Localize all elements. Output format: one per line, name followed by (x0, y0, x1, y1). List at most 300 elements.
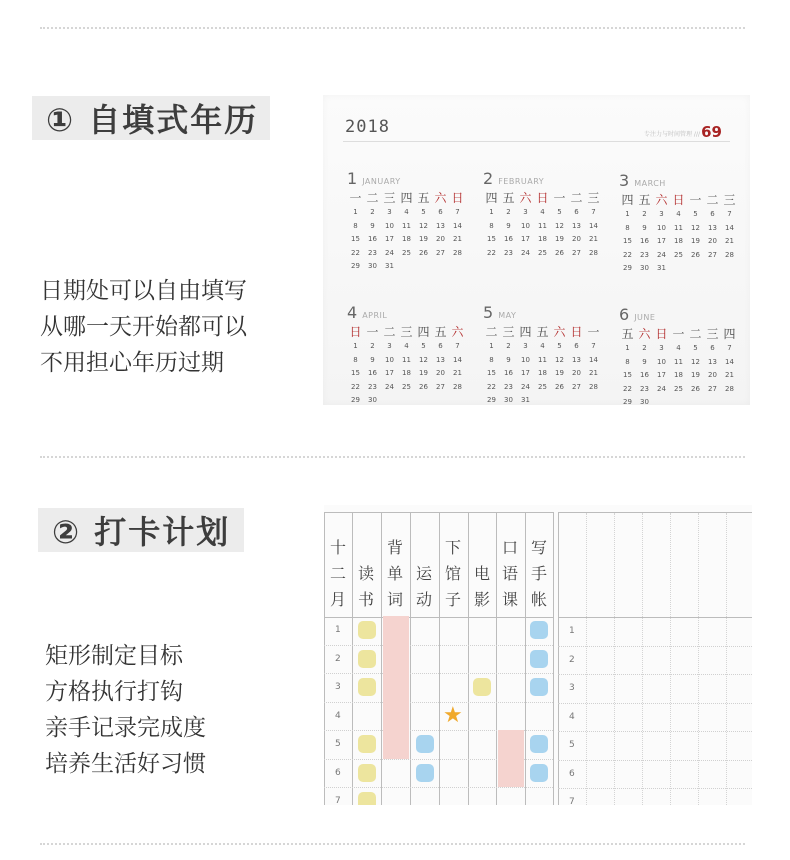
date-cell: 21 (589, 369, 598, 377)
date-cell: 6 (710, 210, 715, 218)
date-cell: 28 (589, 382, 598, 391)
weekday-label: 四 (519, 325, 532, 339)
habit-column-char: 读 (357, 564, 374, 583)
date-cell: 8 (625, 223, 630, 232)
date-cell: 25 (402, 382, 411, 391)
row-number: 2 (335, 653, 341, 664)
weekday-label: 四 (621, 193, 634, 207)
date-cell: 30 (368, 262, 377, 270)
date-cell: 26 (419, 382, 428, 391)
habit-column-char: 帐 (530, 590, 547, 609)
date-cell: 17 (657, 371, 666, 379)
date-cell: 24 (521, 248, 530, 257)
calendar-month (619, 305, 739, 405)
date-cell: 5 (557, 208, 562, 216)
calendar-fineprint: 专注力与时间管理 /// (644, 131, 700, 138)
date-cell: 3 (523, 342, 528, 350)
section2-description (45, 638, 206, 782)
date-cell: 31 (521, 396, 530, 404)
date-cell: 5 (557, 342, 562, 350)
month-header (347, 303, 467, 323)
date-cell: 11 (402, 221, 411, 230)
date-cell: 20 (708, 237, 717, 245)
date-cell: 13 (708, 357, 717, 366)
date-cell: 2 (506, 208, 511, 216)
weekday-row (619, 325, 739, 342)
weekday-label: 一 (672, 327, 685, 341)
date-cell: 14 (453, 355, 462, 364)
blue-check-dot (530, 735, 548, 753)
date-cell: 10 (521, 355, 530, 364)
weekday-label: 六 (553, 325, 566, 339)
date-cell: 6 (574, 208, 579, 216)
date-cell: 7 (727, 210, 732, 218)
date-grid (483, 342, 603, 405)
date-cell: 24 (657, 384, 666, 393)
date-cell: 13 (436, 221, 445, 230)
date-cell: 24 (521, 382, 530, 391)
weekday-label: 三 (706, 327, 719, 341)
date-cell: 29 (623, 264, 632, 272)
calendar-month (347, 303, 467, 405)
date-cell: 9 (642, 223, 647, 232)
right-row-number: 5 (569, 740, 575, 750)
month-name: JUNE (634, 313, 656, 322)
weekday-label: 三 (502, 325, 515, 339)
date-cell: 11 (538, 355, 547, 364)
row-number: 7 (335, 796, 341, 805)
weekday-label: 四 (723, 327, 736, 341)
date-cell: 18 (538, 235, 547, 243)
habit-column-char: 背 (386, 538, 403, 557)
weekday-label: 五 (638, 193, 651, 207)
desc-line: 日期处可以自由填写 (40, 278, 247, 304)
date-cell: 22 (351, 248, 360, 257)
date-cell: 7 (727, 344, 732, 352)
month-label-char: 月 (329, 590, 346, 609)
date-cell: 21 (725, 237, 734, 245)
date-cell: 25 (674, 384, 683, 393)
date-cell: 12 (419, 355, 428, 364)
date-cell: 13 (572, 221, 581, 230)
grid-column-line (352, 512, 353, 805)
date-cell: 6 (574, 342, 579, 350)
habit-column-char: 影 (473, 590, 490, 609)
right-grid-header-line (558, 617, 752, 618)
date-cell: 9 (642, 357, 647, 366)
right-grid-row-line (558, 788, 752, 789)
habit-column-char: 下 (444, 538, 461, 557)
habit-column-char: 手 (530, 564, 547, 583)
date-cell: 26 (419, 248, 428, 257)
blue-check-dot (530, 678, 548, 696)
yellow-check-dot (473, 678, 491, 696)
date-cell: 4 (540, 208, 545, 216)
date-cell: 11 (674, 223, 683, 232)
date-cell: 29 (351, 396, 360, 404)
date-cell: 7 (591, 208, 596, 216)
date-cell: 6 (438, 342, 443, 350)
date-cell: 9 (506, 355, 511, 364)
desc-line: 亲手记录完成度 (45, 715, 206, 741)
date-cell: 14 (725, 357, 734, 366)
yellow-check-dot (358, 650, 376, 668)
habit-column-char: 写 (530, 538, 547, 557)
month-name: FEBRUARY (498, 177, 545, 186)
date-cell: 12 (419, 221, 428, 230)
date-cell: 28 (453, 382, 462, 391)
weekday-row (347, 323, 467, 340)
right-row-number: 1 (569, 626, 575, 636)
weekday-label: 日 (570, 325, 583, 339)
calendar-year: 2018 (345, 117, 390, 137)
right-grid-column-line (642, 513, 643, 805)
section2-title: ② 打卡计划 (38, 508, 244, 552)
habit-column-char: 课 (501, 590, 518, 609)
calendar-month (483, 169, 603, 262)
grid-row-line (324, 673, 553, 674)
date-grid (619, 344, 739, 405)
month-name: MAY (498, 311, 517, 320)
date-grid (483, 208, 603, 262)
date-cell: 10 (657, 357, 666, 366)
date-cell: 23 (640, 384, 649, 393)
weekday-label: 四 (485, 191, 498, 205)
row-number: 3 (335, 682, 341, 692)
date-cell: 14 (453, 221, 462, 230)
desc-line: 方格执行打钩 (45, 679, 183, 705)
date-cell: 4 (676, 344, 681, 352)
grid-column-line (381, 512, 382, 805)
desc-line: 从哪一天开始都可以 (40, 314, 247, 340)
right-grid-column-line (726, 513, 727, 805)
date-cell: 2 (642, 210, 647, 218)
weekday-row (483, 323, 603, 340)
date-cell: 3 (387, 342, 392, 350)
month-name: JANUARY (362, 177, 401, 186)
date-cell: 20 (572, 369, 581, 377)
date-cell: 31 (657, 264, 666, 272)
date-cell: 1 (353, 208, 358, 216)
month-header (483, 169, 603, 189)
checkin-plan-photo (324, 505, 752, 805)
weekday-label: 一 (689, 193, 702, 207)
right-row-number: 2 (569, 654, 575, 665)
date-cell: 19 (419, 235, 428, 243)
date-cell: 15 (487, 369, 496, 377)
weekday-label: 三 (400, 325, 413, 339)
habit-column-char: 词 (386, 590, 403, 609)
date-cell: 30 (368, 396, 377, 404)
date-cell: 28 (725, 250, 734, 259)
weekday-label: 三 (383, 191, 396, 205)
date-cell: 10 (385, 355, 394, 364)
grid-column-line (439, 512, 440, 805)
date-cell: 14 (589, 355, 598, 364)
section1-title: ① 自填式年历 (32, 96, 270, 140)
month-number: 3 (619, 171, 630, 190)
right-grid-column-line (614, 513, 615, 805)
bottom-divider (40, 843, 745, 845)
date-cell: 27 (708, 384, 717, 393)
date-cell: 5 (421, 208, 426, 216)
right-grid-column-line (558, 513, 559, 805)
date-cell: 27 (572, 248, 581, 257)
date-cell: 17 (657, 237, 666, 245)
date-cell: 2 (506, 342, 511, 350)
blue-check-dot (416, 764, 434, 782)
blue-check-dot (530, 621, 548, 639)
date-cell: 18 (674, 237, 683, 245)
date-cell: 5 (693, 210, 698, 218)
weekday-label: 五 (434, 325, 447, 339)
date-cell: 1 (625, 210, 630, 218)
weekday-label: 二 (570, 191, 583, 205)
date-cell: 26 (691, 384, 700, 393)
date-cell: 2 (642, 344, 647, 352)
month-number: 6 (619, 305, 630, 324)
weekday-label: 四 (400, 191, 413, 205)
weekday-label: 二 (366, 191, 379, 205)
month-number: 5 (483, 303, 494, 322)
right-grid-row-line (558, 703, 752, 704)
date-cell: 26 (691, 250, 700, 259)
month-header (619, 171, 739, 191)
date-cell: 18 (402, 235, 411, 243)
date-cell: 22 (487, 248, 496, 257)
plan-right-grid (558, 512, 752, 805)
blue-check-dot (416, 735, 434, 753)
calendar-month (483, 303, 603, 405)
habit-column-char: 语 (501, 564, 518, 583)
weekday-label: 日 (451, 191, 464, 205)
date-cell: 30 (504, 396, 513, 404)
date-cell: 13 (572, 355, 581, 364)
date-cell: 20 (436, 235, 445, 243)
date-cell: 29 (623, 398, 632, 405)
middle-divider (40, 456, 745, 458)
date-cell: 30 (640, 398, 649, 405)
grid-row-line (324, 645, 553, 646)
date-cell: 19 (691, 371, 700, 379)
calendar-month (347, 169, 467, 276)
month-header (619, 305, 739, 325)
date-cell: 12 (555, 221, 564, 230)
weekday-label: 日 (536, 191, 549, 205)
date-cell: 26 (555, 382, 564, 391)
calendar-header-rule (343, 141, 730, 142)
calendar-month (619, 171, 739, 278)
month-name: APRIL (362, 311, 388, 320)
date-cell: 13 (436, 355, 445, 364)
calendar-page-number: 69 (701, 123, 722, 141)
grid-column-line (324, 512, 325, 805)
right-row-number: 3 (569, 683, 575, 693)
date-cell: 27 (708, 250, 717, 259)
date-cell: 7 (591, 342, 596, 350)
date-cell: 24 (385, 248, 394, 257)
date-cell: 9 (370, 221, 375, 230)
weekday-label: 三 (587, 191, 600, 205)
date-cell: 22 (623, 384, 632, 393)
date-cell: 1 (353, 342, 358, 350)
date-cell: 1 (625, 344, 630, 352)
weekday-label: 五 (536, 325, 549, 339)
date-cell: 23 (640, 250, 649, 259)
date-cell: 23 (504, 382, 513, 391)
date-cell: 8 (353, 221, 358, 230)
date-cell: 21 (453, 235, 462, 243)
date-cell: 25 (674, 250, 683, 259)
grid-column-line (496, 512, 497, 805)
date-cell: 10 (385, 221, 394, 230)
date-cell: 15 (623, 237, 632, 245)
right-grid-row-line (558, 646, 752, 647)
date-cell: 1 (489, 208, 494, 216)
row-number: 6 (335, 767, 341, 778)
date-cell: 23 (504, 248, 513, 257)
desc-line: 不用担心年历过期 (40, 350, 224, 376)
date-cell: 14 (725, 223, 734, 232)
date-cell: 10 (657, 223, 666, 232)
date-cell: 2 (370, 342, 375, 350)
date-cell: 20 (708, 371, 717, 379)
right-grid-row-line (558, 731, 752, 732)
blue-check-dot (530, 650, 548, 668)
month-label-char: 二 (329, 564, 346, 583)
date-grid (347, 342, 467, 405)
desc-line: 矩形制定目标 (45, 643, 183, 669)
star-sticker-icon: ★ (443, 702, 463, 728)
date-cell: 17 (385, 369, 394, 377)
top-divider (40, 27, 745, 29)
date-cell: 16 (368, 235, 377, 243)
date-cell: 21 (589, 235, 598, 243)
month-number: 4 (347, 303, 358, 322)
date-cell: 28 (453, 248, 462, 257)
grid-row-line (324, 702, 553, 703)
weekday-label: 六 (451, 325, 464, 339)
date-cell: 15 (487, 235, 496, 243)
habit-column-char: 动 (415, 590, 432, 609)
row-number: 5 (335, 739, 341, 749)
date-cell: 24 (385, 382, 394, 391)
date-cell: 12 (691, 223, 700, 232)
date-cell: 16 (504, 235, 513, 243)
date-cell: 6 (438, 208, 443, 216)
habit-column-char: 口 (501, 538, 518, 557)
date-cell: 5 (693, 344, 698, 352)
date-cell: 15 (351, 235, 360, 243)
date-cell: 19 (691, 237, 700, 245)
weekday-label: 一 (366, 325, 379, 339)
weekday-label: 二 (689, 327, 702, 341)
date-cell: 3 (387, 208, 392, 216)
weekday-row (619, 191, 739, 208)
date-cell: 13 (708, 223, 717, 232)
date-cell: 28 (725, 384, 734, 393)
habit-column-char: 单 (386, 564, 403, 583)
yellow-check-dot (358, 678, 376, 696)
habit-column-char: 电 (473, 564, 490, 583)
weekday-label: 一 (349, 191, 362, 205)
right-row-number: 6 (569, 768, 575, 779)
date-cell: 22 (623, 250, 632, 259)
date-cell: 18 (402, 369, 411, 377)
month-name: MARCH (634, 179, 666, 188)
date-cell: 27 (436, 382, 445, 391)
date-cell: 22 (487, 382, 496, 391)
date-cell: 25 (538, 382, 547, 391)
date-cell: 1 (489, 342, 494, 350)
date-cell: 16 (640, 237, 649, 245)
date-cell: 8 (625, 357, 630, 366)
lesson-goal-block (498, 730, 524, 787)
right-grid-column-line (586, 513, 587, 805)
month-label-char: 十 (329, 538, 346, 557)
date-cell: 24 (657, 250, 666, 259)
right-row-number: 7 (569, 797, 575, 805)
month-header (483, 303, 603, 323)
date-cell: 19 (555, 369, 564, 377)
date-cell: 25 (402, 248, 411, 257)
grid-column-line (525, 512, 526, 805)
date-grid (347, 208, 467, 276)
date-cell: 4 (676, 210, 681, 218)
grid-column-line (553, 512, 554, 805)
date-cell: 25 (538, 248, 547, 257)
date-cell: 21 (725, 371, 734, 379)
habit-column-char: 馆 (444, 564, 461, 583)
date-cell: 8 (489, 355, 494, 364)
weekday-label: 六 (434, 191, 447, 205)
date-cell: 2 (370, 208, 375, 216)
date-cell: 7 (455, 208, 460, 216)
date-cell: 23 (368, 382, 377, 391)
date-cell: 26 (555, 248, 564, 257)
date-cell: 8 (489, 221, 494, 230)
date-cell: 4 (404, 342, 409, 350)
date-grid (619, 210, 739, 278)
row-number: 4 (335, 710, 341, 721)
month-number: 1 (347, 169, 358, 188)
weekday-row (483, 189, 603, 206)
date-cell: 12 (691, 357, 700, 366)
weekday-label: 五 (502, 191, 515, 205)
year-calendar-photo (323, 95, 750, 405)
weekday-label: 三 (723, 193, 736, 207)
date-cell: 31 (385, 262, 394, 270)
date-cell: 3 (659, 344, 664, 352)
weekday-label: 二 (485, 325, 498, 339)
date-cell: 16 (368, 369, 377, 377)
weekday-label: 四 (417, 325, 430, 339)
weekday-label: 五 (621, 327, 634, 341)
date-cell: 11 (402, 355, 411, 364)
weekday-label: 日 (672, 193, 685, 207)
date-cell: 17 (521, 235, 530, 243)
yellow-check-dot (358, 735, 376, 753)
weekday-label: 二 (383, 325, 396, 339)
date-cell: 10 (521, 221, 530, 230)
right-grid-row-line (558, 674, 752, 675)
grid-column-line (468, 512, 469, 805)
date-cell: 19 (419, 369, 428, 377)
yellow-check-dot (358, 764, 376, 782)
date-cell: 9 (506, 221, 511, 230)
date-cell: 15 (623, 371, 632, 379)
grid-column-line (410, 512, 411, 805)
